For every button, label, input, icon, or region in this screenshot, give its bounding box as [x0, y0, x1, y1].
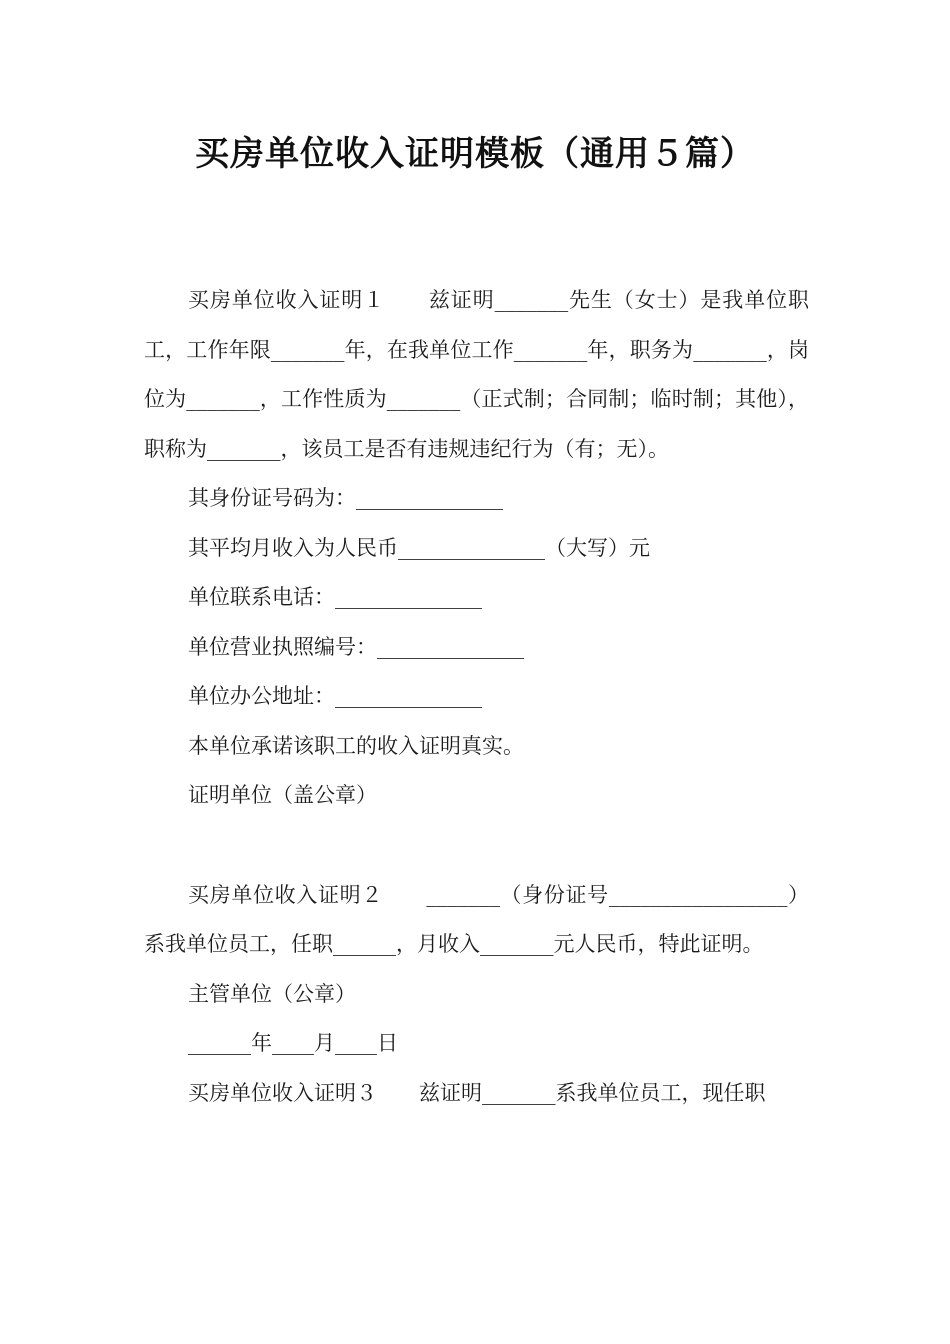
section1-paragraph: 买房单位收入证明１ 兹证明_______先生（女士）是我单位职工，工作年限_______年，在我单位工作_______年，职务为_______，岗位为_______，工作性质为_______（正式制；合同制；临时制；其他），职称为_______，该员工是否有违规违纪行为（有；无）。 [144, 288, 809, 461]
section1-address: 单位办公地址：______________ [188, 684, 482, 708]
document-body [144, 276, 809, 1118]
section2-seal: 主管单位（公章） [188, 981, 356, 1006]
section1-phone: 单位联系电话：______________ [188, 585, 482, 609]
section-gap [144, 821, 809, 871]
section1-promise: 本单位承诺该职工的收入证明真实。 [188, 733, 524, 758]
section1-id-number: 其身份证号码为：______________ [188, 486, 503, 510]
section2-paragraph: 买房单位收入证明２ _______（身份证号_________________）系我单位员工，任职______，月收入_______元人民币，特此证明。 [144, 882, 809, 956]
section1-license: 单位营业执照编号：______________ [188, 634, 524, 659]
section3-paragraph: 买房单位收入证明３ 兹证明_______系我单位员工，现任职 [188, 1080, 766, 1105]
document-title: 买房单位收入证明模板（通用５篇） [195, 134, 755, 174]
section1-seal: 证明单位（盖公章） [188, 783, 377, 807]
section1-income: 其平均月收入为人民币______________（大写）元 [188, 535, 650, 560]
section2-date: ______年____月____日 [188, 1031, 398, 1055]
